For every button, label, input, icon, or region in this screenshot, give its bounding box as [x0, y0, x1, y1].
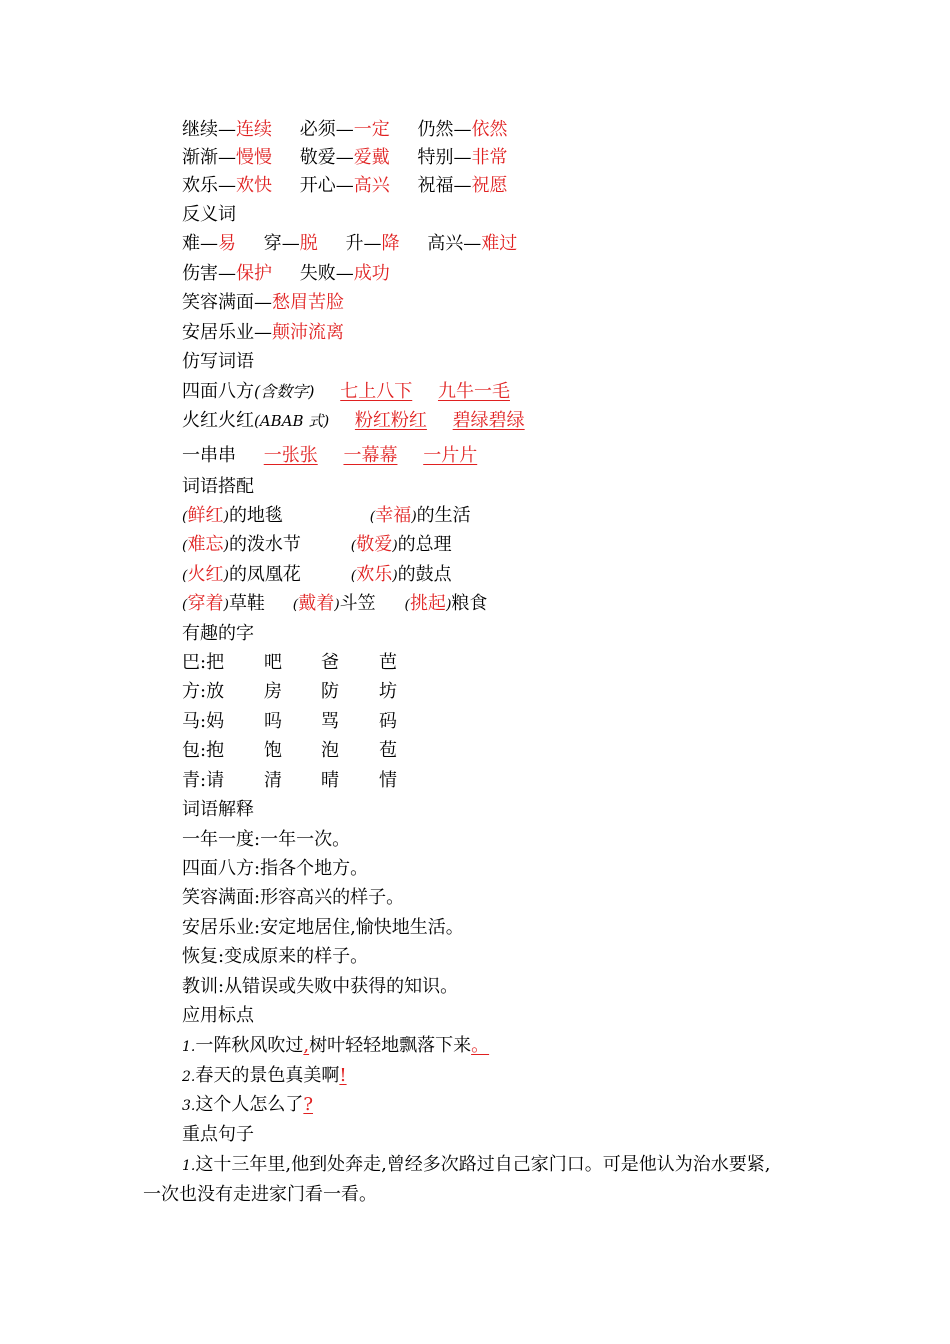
collocation-heading: 词语搭配 — [182, 476, 254, 497]
collocation-answer: 敬爱 — [356, 534, 393, 555]
char-item: 房 — [264, 681, 282, 702]
char-item: 爸 — [321, 652, 339, 673]
dash: — — [218, 263, 236, 284]
punct-mark: , — [303, 1035, 310, 1056]
dash: — — [200, 233, 218, 254]
punct-heading: 应用标点 — [182, 1005, 254, 1026]
char-item: 吧 — [264, 652, 282, 673]
synonym-word: 敬爱 — [299, 147, 336, 168]
key-sentence-line-2: 一次也没有走进家门看一看。 — [143, 1184, 377, 1205]
char-base: 方 — [182, 681, 200, 702]
synonym-word: 开心 — [299, 175, 336, 196]
key-sentence-line-1 — [182, 1153, 771, 1178]
chars-row-2: 方:放 房 防 坊 — [182, 681, 397, 702]
antonym-answer: 颠沛流离 — [272, 322, 344, 343]
chars-row-4: 包:抱 饱 泡 苞 — [182, 740, 397, 761]
explain-item: 一年一度:一年一次。 — [182, 829, 351, 850]
explain-def: 变成原来的样子。 — [224, 946, 369, 967]
char-item: 坊 — [379, 681, 397, 702]
explain-word: 教训 — [182, 976, 218, 997]
collocation-answer: 火红 — [187, 564, 224, 585]
dash: — — [453, 147, 472, 168]
antonym-word: 高兴 — [427, 233, 464, 254]
imitate-row-2 — [182, 409, 525, 433]
collocation-text: 的泼水节 — [228, 534, 301, 555]
collocation-answer: 挑起 — [409, 593, 446, 614]
synonym-answer: 一定 — [353, 119, 390, 140]
punct-mark: 。 — [471, 1035, 490, 1056]
dash: — — [363, 233, 382, 254]
antonym-answer: 难过 — [481, 233, 518, 254]
explain-item: 四面八方:指各个地方。 — [182, 858, 369, 879]
synonym-answer: 爱戴 — [353, 147, 390, 168]
imitate-label: 四面八方 — [182, 381, 254, 402]
punct-sentence: 树叶轻轻地飘落下来 — [309, 1035, 472, 1056]
imitate-hint: (含数字) — [254, 382, 315, 401]
collocation-answer: 幸福 — [375, 505, 412, 526]
collocation-answer: 戴着 — [298, 593, 335, 614]
explain-heading: 词语解释 — [182, 799, 254, 820]
explain-def: 指各个地方。 — [260, 858, 369, 879]
dash: — — [218, 147, 236, 168]
collocation-text: 草鞋 — [228, 593, 265, 614]
char-item: 晴 — [321, 770, 339, 791]
imitate-answer: 一幕幕 — [343, 445, 398, 466]
collocation-answer: 欢乐 — [356, 564, 393, 585]
punct-item-1 — [182, 1034, 493, 1059]
collocation-row-4: (穿着)草鞋 (戴着)斗笠 (挑起)粮食 — [182, 593, 488, 614]
chars-row-3: 马:妈 吗 骂 码 — [182, 711, 397, 732]
char-item: 把 — [206, 652, 225, 673]
imitate-answer: 碧绿碧绿 — [452, 410, 525, 431]
collocation-row-1: (鲜红)的地毯 (幸福)的生活 — [182, 505, 471, 526]
collocation-row-3: (火红)的凤凰花 (欢乐)的鼓点 — [182, 564, 452, 585]
dash: — — [463, 233, 482, 254]
explain-def: 形容高兴的样子。 — [260, 887, 405, 908]
chars-heading: 有趣的字 — [182, 623, 254, 644]
synonym-answer: 高兴 — [353, 175, 390, 196]
punct-mark: ! — [339, 1065, 347, 1086]
synonym-answer: 依然 — [471, 119, 508, 140]
collocation-answer: 难忘 — [187, 534, 224, 555]
punct-sentence: 春天的景色真美啊 — [195, 1065, 340, 1086]
antonym-answer: 易 — [218, 233, 236, 254]
antonym-word: 伤害 — [182, 263, 218, 284]
char-item: 泡 — [321, 740, 339, 761]
dash: — — [335, 147, 354, 168]
explain-word: 恢复 — [182, 946, 218, 967]
char-base: 巴 — [182, 652, 200, 673]
explain-word: 一年一度 — [182, 829, 254, 850]
key-sentence-text: 这十三年里,他到处奔走,曾经多次路过自己家门口。可是他认为治水要紧, — [195, 1154, 771, 1175]
dash: — — [453, 119, 472, 140]
synonym-word: 渐渐 — [182, 147, 218, 168]
synonym-row-1 — [182, 118, 507, 142]
chars-row-5: 青:请 清 晴 情 — [182, 770, 397, 791]
dash: — — [335, 119, 354, 140]
synonym-answer: 连续 — [236, 119, 272, 140]
imitate-answer: 七上八下 — [340, 381, 413, 402]
char-item: 骂 — [321, 711, 339, 732]
collocation-text: 的总理 — [397, 534, 452, 555]
char-item: 防 — [321, 681, 339, 702]
imitate-answer: 粉红粉红 — [354, 410, 427, 431]
collocation-answer: 鲜红 — [187, 505, 224, 526]
antonym-answer: 降 — [381, 233, 400, 254]
dash: — — [254, 292, 272, 313]
antonym-word: 失败 — [299, 263, 336, 284]
collocation-text: 斗笠 — [339, 593, 376, 614]
explain-word: 安居乐业 — [182, 917, 254, 938]
dash: — — [281, 233, 300, 254]
imitate-answer: 九牛一毛 — [437, 381, 510, 402]
antonym-word: 笑容满面 — [182, 292, 254, 313]
imitate-label: 一串串 — [182, 445, 236, 466]
explain-word: 四面八方 — [182, 858, 254, 879]
synonym-answer: 非常 — [471, 147, 508, 168]
char-item: 芭 — [379, 652, 397, 673]
explain-word: 笑容满面 — [182, 887, 254, 908]
collocation-text: 的地毯 — [228, 505, 283, 526]
item-number: 2. — [182, 1069, 196, 1085]
collocation-text: 的生活 — [416, 505, 471, 526]
chars-row-1: 巴:把 吧 爸 芭 — [182, 652, 397, 673]
punct-sentence: 这个人怎么了 — [195, 1094, 304, 1115]
imitate-answer: 一片片 — [423, 445, 478, 466]
antonym-row-2 — [182, 262, 390, 286]
dash: — — [218, 119, 236, 140]
explain-item: 恢复:变成原来的样子。 — [182, 946, 369, 967]
collocation-answer: 穿着 — [187, 593, 224, 614]
punct-item-2 — [182, 1064, 347, 1089]
synonym-answer: 祝愿 — [471, 175, 508, 196]
imitate-row-3 — [182, 444, 477, 468]
dash: — — [254, 322, 272, 343]
synonym-word: 仍然 — [417, 119, 454, 140]
char-item: 苞 — [379, 740, 397, 761]
antonym-answer: 保护 — [236, 263, 272, 284]
antonym-answer: 成功 — [353, 263, 390, 284]
key-heading: 重点句子 — [182, 1124, 254, 1145]
explain-def: 从错误或失败中获得的知识。 — [224, 976, 459, 997]
char-item: 吗 — [264, 711, 282, 732]
synonym-row-2 — [182, 146, 507, 170]
char-item: 情 — [379, 770, 397, 791]
punct-sentence: 一阵秋风吹过 — [195, 1035, 304, 1056]
item-number: 1. — [182, 1039, 196, 1055]
antonym-row-1 — [182, 232, 517, 256]
synonym-row-3 — [182, 174, 507, 198]
explain-def: 一年一次。 — [260, 829, 351, 850]
dash: — — [218, 175, 236, 196]
collocation-row-2: (难忘)的泼水节 (敬爱)的总理 — [182, 534, 452, 555]
char-item: 码 — [379, 711, 397, 732]
explain-item: 安居乐业:安定地居住,愉快地生活。 — [182, 917, 464, 938]
explain-def: 安定地居住,愉快地生活。 — [260, 917, 464, 938]
synonym-answer: 欢快 — [236, 175, 272, 196]
synonym-word: 必须 — [299, 119, 336, 140]
collocation-text: 的鼓点 — [397, 564, 452, 585]
char-base: 马 — [182, 711, 200, 732]
char-item: 清 — [264, 770, 282, 791]
antonym-word: 穿 — [263, 233, 282, 254]
explain-item: 笑容满面:形容高兴的样子。 — [182, 887, 405, 908]
char-item: 抱 — [206, 740, 225, 761]
imitate-label: 火红火红 — [182, 410, 254, 431]
antonym-row-3 — [182, 291, 344, 315]
collocation-text: 粮食 — [451, 593, 488, 614]
dash: — — [335, 263, 354, 284]
item-number: 3. — [182, 1098, 196, 1114]
imitate-row-1 — [182, 380, 510, 404]
imitate-answer: 一张张 — [263, 445, 318, 466]
antonym-answer: 愁眉苦脸 — [272, 292, 344, 313]
synonym-word: 祝福 — [417, 175, 454, 196]
antonyms-heading: 反义词 — [182, 204, 236, 225]
char-base: 包 — [182, 740, 200, 761]
antonym-word: 难 — [182, 233, 200, 254]
char-item: 请 — [206, 770, 225, 791]
dash: — — [335, 175, 354, 196]
char-item: 饱 — [264, 740, 282, 761]
collocation-text: 的凤凰花 — [228, 564, 301, 585]
char-item: 妈 — [206, 711, 225, 732]
punct-item-3 — [182, 1093, 313, 1118]
antonym-row-4 — [182, 321, 344, 345]
imitate-hint: (ABAB 式) — [254, 412, 330, 430]
synonym-word: 特别 — [417, 147, 454, 168]
antonym-word: 安居乐业 — [182, 322, 254, 343]
antonym-word: 升 — [345, 233, 364, 254]
imitate-heading: 仿写词语 — [182, 351, 254, 372]
explain-item: 教训:从错误或失败中获得的知识。 — [182, 976, 459, 997]
synonym-answer: 慢慢 — [236, 147, 272, 168]
char-base: 青 — [182, 770, 200, 791]
synonym-word: 欢乐 — [182, 175, 218, 196]
punct-mark: ? — [303, 1094, 314, 1115]
dash: — — [453, 175, 472, 196]
antonym-answer: 脱 — [299, 233, 318, 254]
char-item: 放 — [206, 681, 225, 702]
item-number: 1. — [182, 1158, 196, 1174]
synonym-word: 继续 — [182, 119, 218, 140]
